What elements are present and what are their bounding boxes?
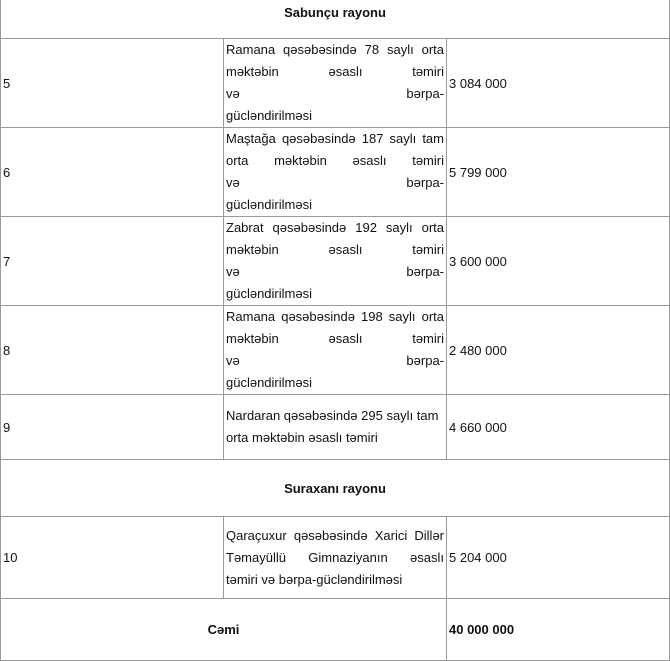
description-line-1: Ramana qəsəbəsində 198 saylı orta məktəbin əsaslı təmiri — [226, 309, 444, 346]
row-amount: 4 660 000 — [447, 395, 670, 460]
row-number: 6 — [1, 128, 224, 217]
table-row — [1, 395, 670, 460]
row-amount: 2 480 000 — [447, 306, 670, 395]
description-line-1: Qaraçuxur qəsəbəsində Xarici Dillər Təmayüllü Gimnaziyanın əsaslı — [226, 527, 444, 565]
description-line-2: və bərpa-gücləndirilməsi — [226, 175, 444, 212]
row-amount: 5 799 000 — [447, 128, 670, 217]
total-row — [1, 599, 670, 661]
total-amount: 40 000 000 — [447, 599, 670, 661]
table-row — [1, 39, 670, 128]
description-line-1: Nardaran qəsəbəsində 295 saylı tam orta məktəbin əsaslı təmiri — [226, 408, 439, 445]
description-line-1: Zabrat qəsəbəsində 192 saylı orta məktəbin əsaslı təmiri — [226, 220, 444, 257]
row-description — [224, 217, 447, 306]
section-title: Suraxanı rayonu — [1, 460, 670, 517]
row-description — [224, 39, 447, 128]
description-line-2: və bərpa-gücləndirilməsi — [226, 264, 444, 301]
section-header-suraxani — [1, 460, 670, 517]
table-row — [1, 128, 670, 217]
description-line-1: Maştağa qəsəbəsində 187 saylı tam orta məktəbin əsaslı təmiri — [226, 131, 444, 168]
description-line-2: və bərpa-gücləndirilməsi — [226, 86, 444, 123]
row-description — [224, 306, 447, 395]
row-number: 9 — [1, 395, 224, 460]
row-description — [224, 395, 447, 460]
table-row — [1, 217, 670, 306]
row-number: 5 — [1, 39, 224, 128]
section-header-sabuncu — [1, 0, 670, 39]
row-amount: 5 204 000 — [447, 517, 670, 599]
table-row — [1, 517, 670, 599]
row-amount: 3 600 000 — [447, 217, 670, 306]
row-amount: 3 084 000 — [447, 39, 670, 128]
row-description — [224, 517, 447, 599]
description-line-1: Ramana qəsəbəsində 78 saylı orta məktəbin əsaslı təmiri — [226, 42, 444, 79]
row-description — [224, 128, 447, 217]
description-line-2: və bərpa-gücləndirilməsi — [226, 353, 444, 390]
description-line-2: təmiri və bərpa-gücləndirilməsi — [226, 571, 403, 587]
table-row — [1, 306, 670, 395]
row-number: 10 — [1, 517, 224, 599]
section-title: Sabunçu rayonu — [1, 0, 670, 39]
row-number: 8 — [1, 306, 224, 395]
row-number: 7 — [1, 217, 224, 306]
total-label: Cəmi — [1, 599, 447, 661]
